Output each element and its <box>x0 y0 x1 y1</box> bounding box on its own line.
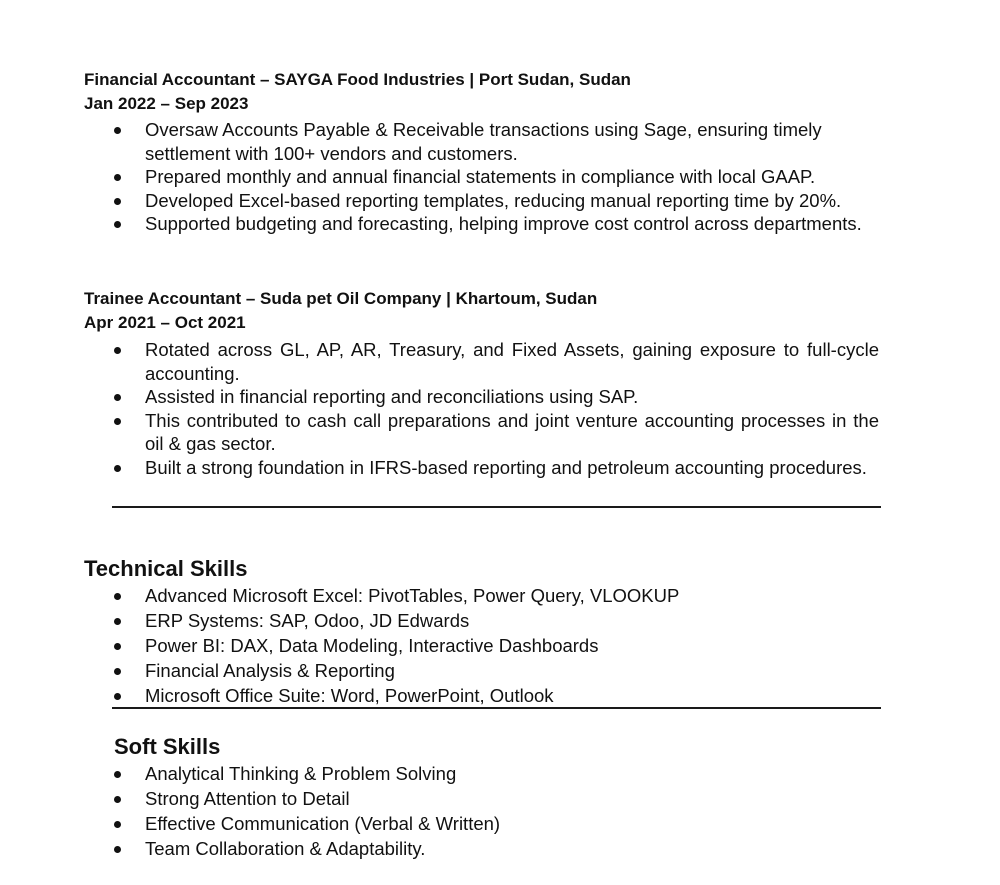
soft-skills-list <box>114 761 879 861</box>
bullet-icon <box>114 127 121 134</box>
list-item: Assisted in financial reporting and reconciliations using SAP. <box>114 385 879 409</box>
bullet-icon <box>114 394 121 401</box>
bullet-icon <box>114 593 121 600</box>
list-item: ERP Systems: SAP, Odoo, JD Edwards <box>114 608 879 633</box>
list-item: Analytical Thinking & Problem Solving <box>114 761 879 786</box>
bullet-icon <box>114 418 121 425</box>
job-bullet-list <box>114 338 879 479</box>
list-item: Financial Analysis & Reporting <box>114 658 879 683</box>
job-dates: Jan 2022 – Sep 2023 <box>84 94 249 113</box>
bullet-icon <box>114 618 121 625</box>
bullet-icon <box>114 846 121 853</box>
bullet-icon <box>114 796 121 803</box>
list-item: Supported budgeting and forecasting, helping improve cost control across departments. <box>114 212 879 236</box>
job-bullet-list <box>114 118 879 236</box>
bullet-icon <box>114 221 121 228</box>
technical-skills-heading: Technical Skills <box>84 556 248 581</box>
job-dates: Apr 2021 – Oct 2021 <box>84 313 246 332</box>
job-title: Trainee Accountant – Suda pet Oil Company | Khartoum, Sudan <box>84 289 598 308</box>
list-item: Team Collaboration & Adaptability. <box>114 836 879 861</box>
list-item: Advanced Microsoft Excel: PivotTables, Power Query, VLOOKUP <box>114 583 879 608</box>
list-item: Power BI: DAX, Data Modeling, Interactive Dashboards <box>114 633 879 658</box>
bullet-icon <box>114 821 121 828</box>
bullet-icon <box>114 693 121 700</box>
job-title: Financial Accountant – SAYGA Food Industries | Port Sudan, Sudan <box>84 70 631 89</box>
bullet-icon <box>114 347 121 354</box>
list-item: Strong Attention to Detail <box>114 786 879 811</box>
list-item: Prepared monthly and annual financial statements in compliance with local GAAP. <box>114 165 879 189</box>
bullet-icon <box>114 771 121 778</box>
bullet-icon <box>114 465 121 472</box>
list-item: Built a strong foundation in IFRS-based reporting and petroleum accounting procedures. <box>114 456 879 480</box>
list-item: Developed Excel-based reporting templates, reducing manual reporting time by 20%. <box>114 189 879 213</box>
section-divider <box>112 506 881 508</box>
bullet-icon <box>114 643 121 650</box>
list-item: Effective Communication (Verbal & Written) <box>114 811 879 836</box>
list-item: This contributed to cash call preparations and joint venture accounting processes in the oil & gas sector. <box>114 409 879 456</box>
list-item: Oversaw Accounts Payable & Receivable transactions using Sage, ensuring timely settlement with 100+ vendors and customers. <box>114 118 879 165</box>
bullet-icon <box>114 174 121 181</box>
soft-skills-heading: Soft Skills <box>114 734 221 759</box>
bullet-icon <box>114 668 121 675</box>
technical-skills-list <box>114 583 879 708</box>
list-item: Rotated across GL, AP, AR, Treasury, and Fixed Assets, gaining exposure to full-cycle accounting. <box>114 338 879 385</box>
section-divider <box>112 707 881 709</box>
list-item: Microsoft Office Suite: Word, PowerPoint, Outlook <box>114 683 879 708</box>
bullet-icon <box>114 198 121 205</box>
